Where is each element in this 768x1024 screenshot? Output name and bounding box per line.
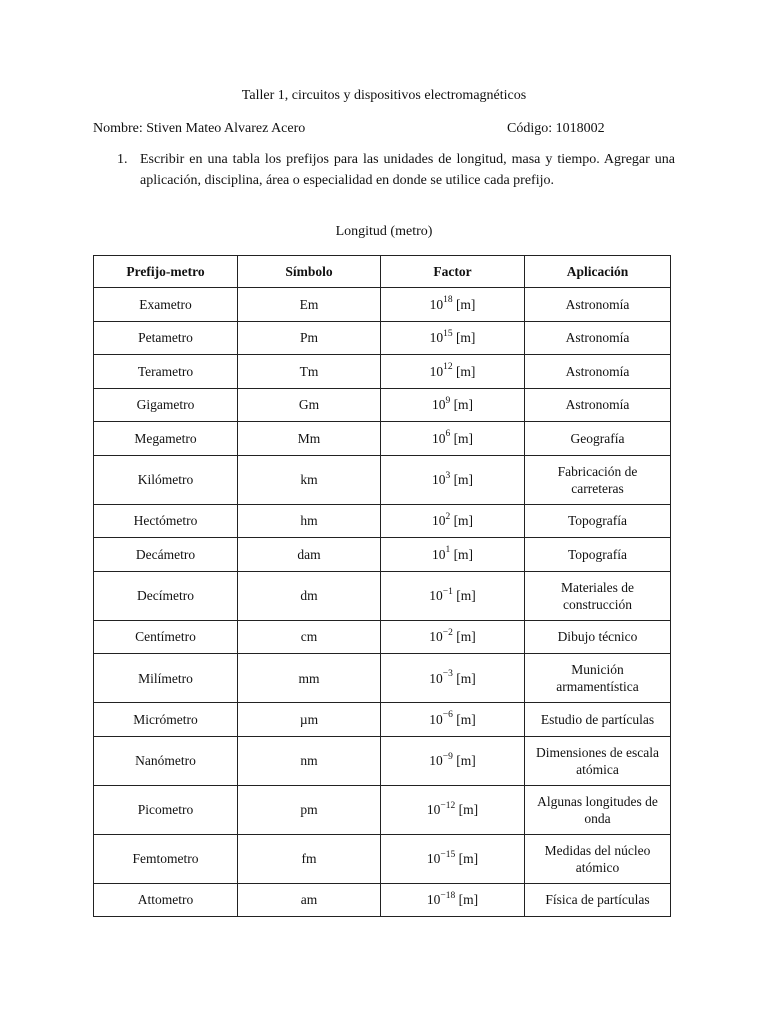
factor-unit: [m] (453, 513, 474, 529)
cell-symbol: km (238, 455, 381, 504)
cell-symbol: Mm (238, 422, 381, 456)
cell-application: Astronomía (525, 355, 671, 389)
cell-application: Algunas longitudes de onda (525, 785, 671, 834)
document-title: Taller 1, circuitos y dispositivos electromagnéticos (241, 88, 527, 103)
cell-symbol: Gm (238, 388, 381, 422)
factor-unit: [m] (458, 892, 479, 908)
cell-prefix: Exametro (94, 288, 238, 322)
cell-factor (381, 654, 525, 703)
factor-exponent: 15 (443, 328, 453, 339)
factor-base: 10 (431, 397, 446, 413)
table-row (94, 785, 671, 834)
cell-prefix: Femtometro (94, 834, 238, 883)
cell-prefix: Centímetro (94, 620, 238, 654)
cell-factor (381, 736, 525, 785)
cell-factor (381, 455, 525, 504)
factor-unit: [m] (456, 670, 476, 686)
header-application: Aplicación (525, 256, 671, 288)
cell-application: Geografía (525, 422, 671, 456)
cell-prefix: Megametro (94, 422, 238, 456)
cell-application: Estudio de partículas (525, 703, 671, 737)
cell-prefix: Attometro (94, 883, 238, 917)
factor-exponent: 12 (443, 362, 453, 373)
cell-application: Munición armamentística (525, 654, 671, 703)
cell-prefix: Decámetro (94, 538, 238, 572)
cell-factor (381, 620, 525, 654)
cell-prefix: Gigametro (94, 388, 238, 422)
factor-base: 10 (429, 330, 444, 346)
cell-factor (381, 571, 525, 620)
factor-exponent: 6 (445, 429, 451, 440)
cell-symbol: mm (238, 654, 381, 703)
factor-exponent: −18 (440, 890, 456, 901)
table-row (94, 355, 671, 389)
student-code: Código: 1018002 (507, 121, 605, 136)
cell-symbol: am (238, 883, 381, 917)
factor-unit: [m] (453, 430, 474, 446)
factor-exponent: −3 (442, 669, 453, 679)
table-row (94, 654, 671, 703)
table-row (94, 455, 671, 504)
cell-factor (381, 422, 525, 456)
cell-factor (381, 538, 525, 572)
header-factor: Factor (381, 256, 525, 288)
student-name: Nombre: Stiven Mateo Alvarez Acero (93, 121, 306, 136)
factor-unit: [m] (456, 711, 476, 727)
factor-base: 10 (431, 546, 446, 562)
factor-base: 10 (431, 513, 446, 529)
factor-unit: [m] (456, 753, 476, 768)
table-row (94, 883, 671, 917)
table-caption: Longitud (metro) (335, 224, 433, 239)
student-info-row (93, 120, 675, 138)
table-row (94, 703, 671, 737)
cell-symbol: cm (238, 620, 381, 654)
cell-factor (381, 883, 525, 917)
table-row (94, 571, 671, 620)
cell-symbol: dm (238, 571, 381, 620)
factor-exponent: −12 (440, 800, 456, 811)
cell-application: Topografía (525, 538, 671, 572)
cell-symbol: hm (238, 504, 381, 538)
cell-application: Astronomía (525, 288, 671, 322)
cell-application: Fabricación de carreteras (525, 455, 671, 504)
cell-prefix: Milímetro (94, 654, 238, 703)
factor-unit: [m] (453, 472, 474, 487)
factor-unit: [m] (455, 363, 476, 379)
cell-application: Topografía (525, 504, 671, 538)
cell-factor (381, 288, 525, 322)
factor-unit: [m] (458, 851, 479, 866)
factor-exponent: −1 (442, 586, 453, 597)
factor-base: 10 (429, 296, 444, 312)
cell-prefix: Decímetro (94, 571, 238, 620)
factor-base: 10 (431, 430, 446, 446)
table-row (94, 620, 671, 654)
factor-base: 10 (429, 711, 443, 727)
cell-symbol: fm (238, 834, 381, 883)
cell-application: Astronomía (525, 321, 671, 355)
header-prefix: Prefijo-metro (94, 256, 238, 288)
cell-factor (381, 834, 525, 883)
table-header-row (94, 256, 671, 288)
cell-factor (381, 504, 525, 538)
factor-unit: [m] (458, 802, 479, 817)
question-item (117, 150, 675, 191)
cell-symbol: pm (238, 785, 381, 834)
factor-base: 10 (429, 629, 443, 645)
cell-factor (381, 388, 525, 422)
factor-unit: [m] (456, 629, 476, 645)
prefix-table (93, 255, 671, 917)
table-body (94, 288, 671, 917)
cell-application: Dibujo técnico (525, 620, 671, 654)
cell-factor (381, 321, 525, 355)
factor-unit: [m] (453, 546, 474, 562)
cell-application: Medidas del núcleo atómico (525, 834, 671, 883)
factor-exponent: 2 (445, 511, 451, 522)
factor-base: 10 (429, 670, 443, 686)
factor-unit: [m] (455, 296, 476, 312)
cell-symbol: dam (238, 538, 381, 572)
factor-exponent: 1 (445, 545, 451, 556)
factor-exponent: 3 (445, 470, 451, 481)
cell-prefix: Nanómetro (94, 736, 238, 785)
factor-exponent: −9 (442, 751, 453, 762)
question-text: Escribir en una tabla los prefijos para las unidades de longitud, masa y tiempo. Agregar una aplicación, disciplina, área o especialidad en donde se utilice cada prefijo. (140, 152, 675, 188)
cell-prefix: Kilómetro (94, 455, 238, 504)
cell-symbol: Pm (238, 321, 381, 355)
header-symbol: Símbolo (238, 256, 381, 288)
table-row (94, 736, 671, 785)
table-row (94, 504, 671, 538)
cell-application: Dimensiones de escala atómica (525, 736, 671, 785)
cell-application: Materiales de construcción (525, 571, 671, 620)
cell-prefix: Picometro (94, 785, 238, 834)
cell-factor (381, 355, 525, 389)
cell-symbol: nm (238, 736, 381, 785)
table-row (94, 538, 671, 572)
factor-base: 10 (426, 892, 441, 908)
cell-prefix: Hectómetro (94, 504, 238, 538)
factor-base: 10 (426, 851, 441, 866)
factor-base: 10 (426, 802, 441, 817)
cell-prefix: Micrómetro (94, 703, 238, 737)
question-number: 1. (117, 152, 128, 167)
factor-base: 10 (431, 472, 446, 487)
factor-exponent: 18 (443, 295, 453, 306)
factor-base: 10 (429, 363, 444, 379)
factor-base: 10 (429, 588, 443, 603)
table-row (94, 388, 671, 422)
cell-factor (381, 703, 525, 737)
table-row (94, 422, 671, 456)
cell-symbol: Em (238, 288, 381, 322)
table-row (94, 288, 671, 322)
factor-exponent: −2 (442, 627, 453, 638)
factor-exponent: −15 (440, 849, 456, 860)
cell-factor (381, 785, 525, 834)
factor-base: 10 (429, 753, 443, 768)
cell-application: Astronomía (525, 388, 671, 422)
table-row (94, 834, 671, 883)
cell-symbol: Tm (238, 355, 381, 389)
factor-unit: [m] (456, 588, 476, 603)
cell-symbol: µm (238, 703, 381, 737)
cell-application: Física de partículas (525, 883, 671, 917)
factor-exponent: 9 (445, 395, 451, 406)
cell-prefix: Terametro (94, 355, 238, 389)
table-row (94, 321, 671, 355)
factor-exponent: −6 (442, 710, 453, 721)
cell-prefix: Petametro (94, 321, 238, 355)
factor-unit: [m] (455, 330, 476, 346)
factor-unit: [m] (453, 397, 474, 413)
